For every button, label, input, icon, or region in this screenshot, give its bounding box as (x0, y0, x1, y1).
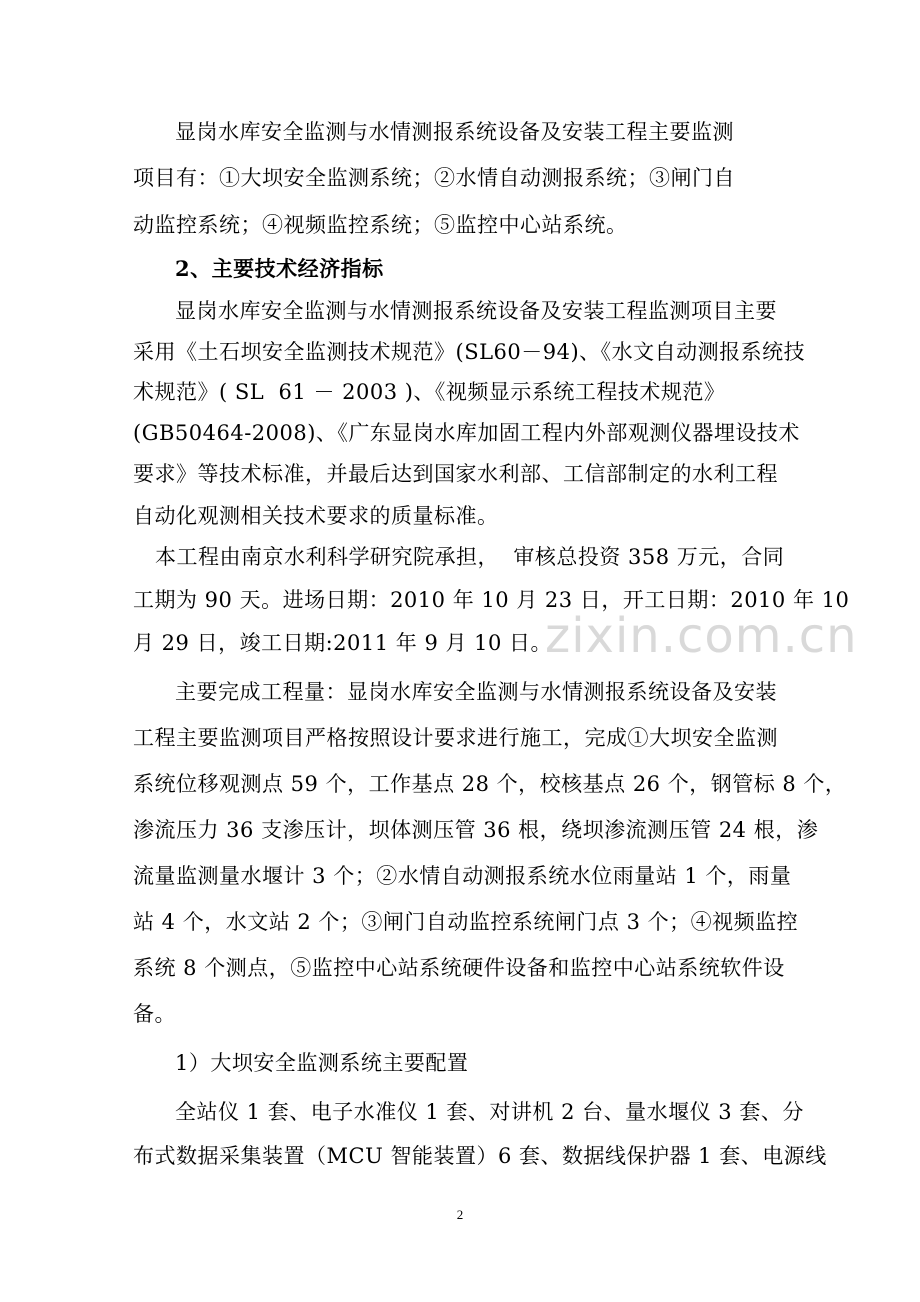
text-line-20: 系统 8 个测点，⑤监控中心站系统硬件设备和监控中心站系统软件设 (133, 956, 785, 980)
text-line-16: 系统位移观测点 59 个，工作基点 28 个，校核基点 26 个，钢管标 8 个， (133, 772, 847, 796)
text-line-3: 动监控系统；④视频监控系统；⑤监控中心站系统。 (133, 213, 628, 237)
watermark: zixin.com.cn (545, 608, 858, 664)
text-line-2: 项目有：①大坝安全监测系统；②水情自动测报系统；③闸门自 (133, 166, 735, 190)
section-heading: 2、主要技术经济指标 (175, 256, 384, 281)
subsection-heading: 1）大坝安全监测系统主要配置 (175, 1051, 469, 1075)
text-line-15: 工程主要监测项目严格按照设计要求进行施工，完成①大坝安全监测 (133, 726, 778, 750)
text-line-17: 渗流压力 36 支渗压计，坝体测压管 36 根，绕坝渗流测压管 24 根，渗 (133, 818, 819, 842)
text-line-23: 全站仪 1 套、电子水准仪 1 套、对讲机 2 台、量水堰仪 3 套、分 (175, 1100, 804, 1124)
text-line-5: 显岗水库安全监测与水情测报系统设备及安装工程监测项目主要 (175, 299, 777, 323)
text-line-18: 流量监测量水堰计 3 个；②水情自动测报系统水位雨量站 1 个，雨量 (133, 864, 792, 888)
text-line-6: 采用《土石坝安全监测技术规范》(SL60－94)、《水文自动测报系统技 (133, 340, 806, 364)
text-line-7: 术规范》( SL 61 － 2003 )、《视频显示系统工程技术规范》 (133, 380, 726, 404)
text-line-8: (GB50464-2008)、《广东显岗水库加固工程内外部观测仪器埋设技术 (133, 421, 800, 445)
text-line-11: 本工程由南京水利科学研究院承担， 审核总投资 358 万元，合同 (155, 545, 785, 569)
text-line-24: 布式数据采集装置（MCU 智能装置）6 套、数据线保护器 1 套、电源线 (133, 1144, 827, 1168)
text-line-21: 备。 (133, 1002, 176, 1026)
text-line-12: 工期为 90 天。进场日期：2010 年 10 月 23 日，开工日期：2010 年 10 (133, 588, 850, 612)
text-line-19: 站 4 个，水文站 2 个；③闸门自动监控系统闸门点 3 个；④视频监控 (133, 910, 799, 934)
text-line-14: 主要完成工程量：显岗水库安全监测与水情测报系统设备及安装 (175, 680, 777, 704)
page-number: 2 (456, 1207, 464, 1222)
text-line-9: 要求》等技术标准，并最后达到国家水利部、工信部制定的水利工程 (133, 462, 778, 486)
text-line-13: 月 29 日，竣工日期:2011 年 9 月 10 日。 (133, 631, 553, 655)
text-line-1: 显岗水库安全监测与水情测报系统设备及安装工程主要监测 (175, 120, 734, 144)
text-line-10: 自动化观测相关技术要求的质量标准。 (133, 504, 499, 528)
